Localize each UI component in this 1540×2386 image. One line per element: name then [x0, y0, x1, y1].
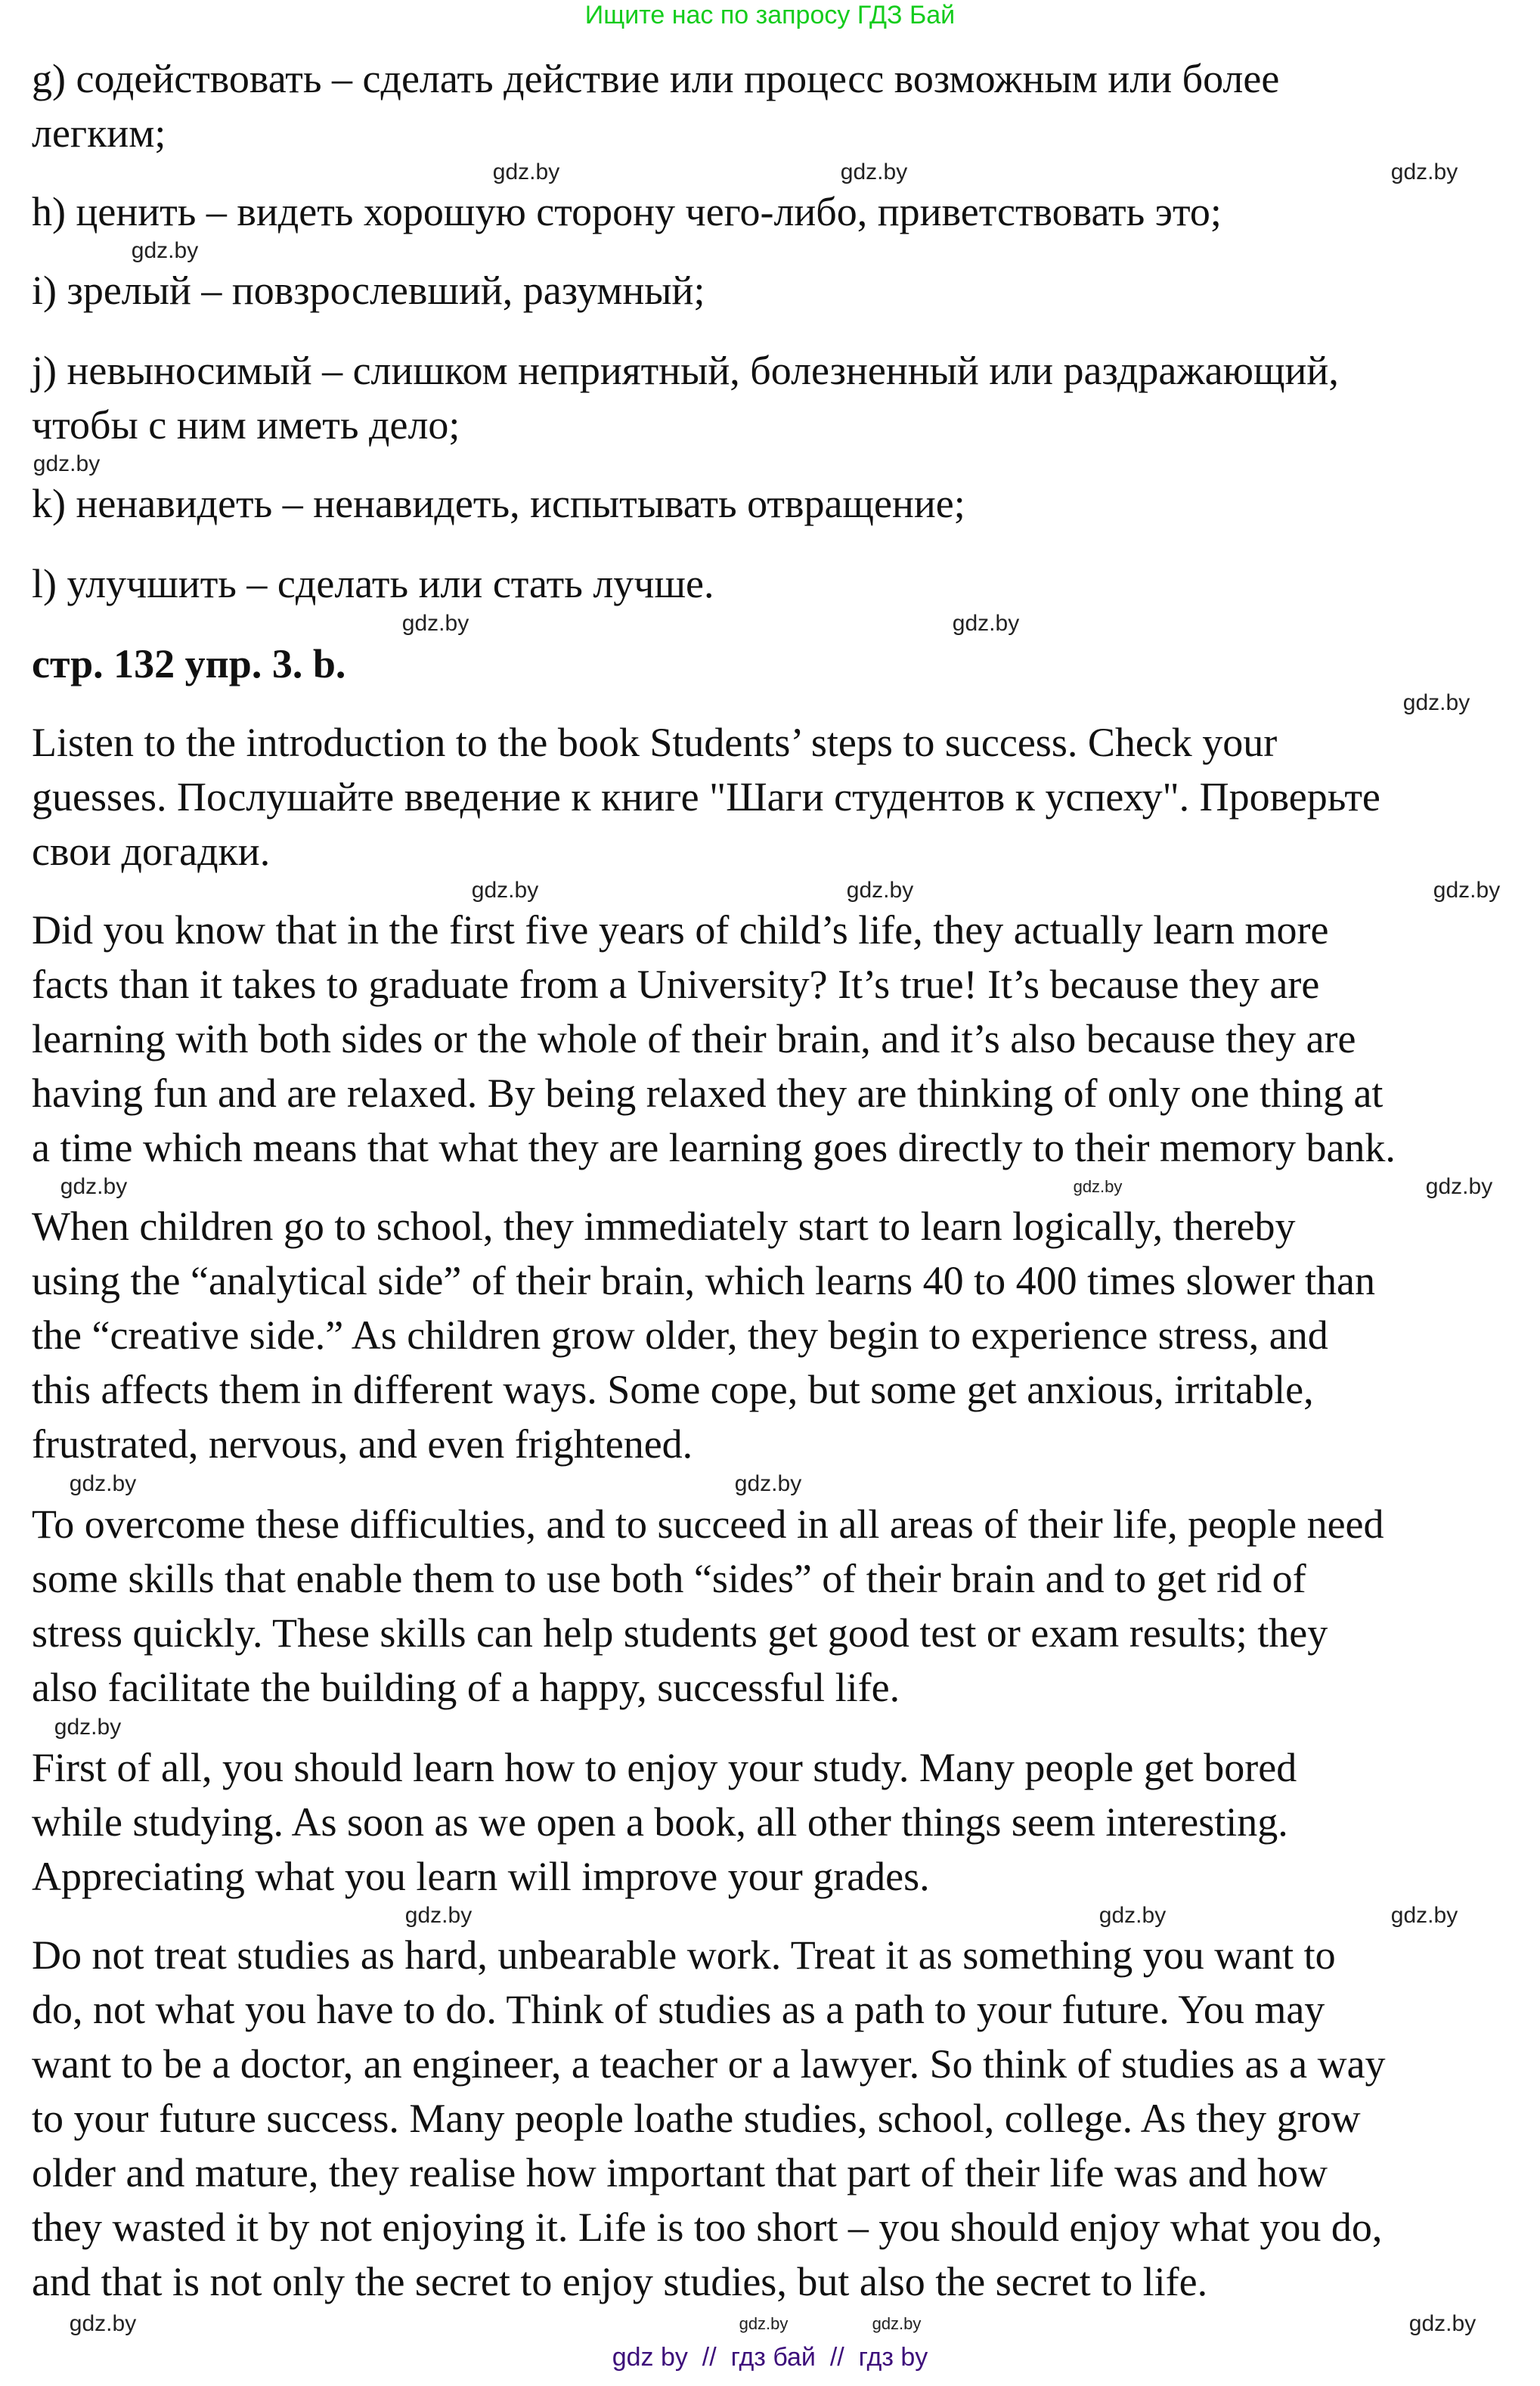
text-line: older and mature, they realise how important that part of their life was and how [32, 2150, 1328, 2195]
watermark-text: gdz.by [872, 2314, 922, 2333]
site-footer: gdz by // гдз бай // гдз by [612, 2343, 928, 2372]
watermark-text: gdz.by [1402, 690, 1470, 715]
text-line: while studying. As soon as we open a book, all other things seem interesting. [32, 1799, 1288, 1845]
text-line: Appreciating what you learn will improve your grades. [32, 1854, 930, 1899]
watermark-text: gdz.by [1098, 1903, 1167, 1928]
watermark-text: gdz.by [60, 1174, 128, 1199]
text-line: want to be a doctor, an engineer, a teacher or a lawyer. So think of studies as a way [32, 2041, 1386, 2087]
text-line: легким; [32, 110, 166, 156]
text-line: guesses. Послушайте введение к книге "Шаги студентов к успеху". Проверьте [32, 774, 1380, 820]
watermark-text: gdz.by [1425, 1174, 1493, 1199]
text-line: some skills that enable them to use both “sides” of their brain and to get rid of [32, 1556, 1306, 1601]
text-line: using the “analytical side” of their brain, which learns 40 to 400 times slower than [32, 1258, 1376, 1303]
watermark-text: gdz.by [131, 238, 199, 263]
text-line: j) невыносимый – слишком неприятный, болезненный или раздражающий, [32, 348, 1339, 393]
watermark-text: gdz.by [401, 611, 469, 636]
text-line: i) зрелый – повзрослевший, разумный; [32, 268, 705, 313]
text-line: and that is not only the secret to enjoy studies, but also the secret to life. [32, 2259, 1208, 2304]
watermark-text: gdz.by [734, 1471, 802, 1496]
watermark-text: gdz.by [54, 1715, 122, 1740]
text-line: a time which means that what they are learning goes directly to their memory bank. [32, 1125, 1396, 1170]
text-line: k) ненавидеть – ненавидеть, испытывать отвращение; [32, 481, 965, 526]
text-line: facts than it takes to graduate from a University? It’s true! It’s because they are [32, 962, 1320, 1007]
text-line: the “creative side.” As children grow older, they begin to experience stress, and [32, 1312, 1328, 1358]
watermark-text: gdz.by [1073, 1177, 1123, 1196]
watermark-text: gdz.by [840, 160, 908, 184]
watermark-text: gdz.by [1390, 160, 1458, 184]
text-line: чтобы с ним иметь дело; [32, 402, 460, 448]
section-heading: стр. 132 упр. 3. b. [32, 641, 346, 686]
text-line: l) улучшить – сделать или стать лучше. [32, 561, 714, 606]
text-line: Did you know that in the first five years of child’s life, they actually learn more [32, 907, 1329, 953]
watermark-text: gdz.by [1433, 878, 1501, 903]
text-line: frustrated, nervous, and even frightened. [32, 1421, 693, 1467]
watermark-text: gdz.by [1408, 2311, 1476, 2336]
text-line: h) ценить – видеть хорошую сторону чего-либо, приветствовать это; [32, 189, 1222, 234]
watermark-text: gdz.by [404, 1903, 473, 1928]
watermark-text: gdz.by [846, 878, 914, 903]
site-search-banner: Ищите нас по запросу ГДЗ Бай [584, 1, 956, 29]
watermark-text: gdz.by [33, 451, 101, 476]
watermark-text: gdz.by [69, 2311, 137, 2336]
text-line: having fun and are relaxed. By being relaxed they are thinking of only one thing at [32, 1071, 1384, 1116]
text-line: to your future success. Many people loathe studies, school, college. As they grow [32, 2096, 1361, 2141]
watermark-text: gdz.by [69, 1471, 137, 1496]
watermark-text: gdz.by [492, 160, 560, 184]
watermark-text: gdz.by [471, 878, 539, 903]
text-line: When children go to school, they immediately start to learn logically, thereby [32, 1204, 1296, 1249]
text-line: also facilitate the building of a happy, successful life. [32, 1665, 900, 1710]
text-line: stress quickly. These skills can help students get good test or exam results; they [32, 1610, 1328, 1656]
text-line: do, not what you have to do. Think of studies as a path to your future. You may [32, 1987, 1325, 2032]
text-line: Listen to the introduction to the book Students’ steps to success. Check your [32, 720, 1278, 765]
watermark-text: gdz.by [739, 2314, 789, 2333]
watermark-text: gdz.by [1390, 1903, 1458, 1928]
text-line: they wasted it by not enjoying it. Life is too short – you should enjoy what you do, [32, 2205, 1383, 2250]
text-line: свои догадки. [32, 829, 271, 874]
text-line: this affects them in different ways. Some cope, but some get anxious, irritable, [32, 1367, 1314, 1412]
text-line: To overcome these difficulties, and to succeed in all areas of their life, people need [32, 1501, 1384, 1547]
text-line: Do not treat studies as hard, unbearable work. Treat it as something you want to [32, 1932, 1336, 1978]
text-line: learning with both sides or the whole of their brain, and it’s also because they are [32, 1016, 1356, 1061]
text-line: g) содействовать – сделать действие или процесс возможным или более [32, 56, 1280, 101]
watermark-text: gdz.by [952, 611, 1020, 636]
text-line: First of all, you should learn how to enjoy your study. Many people get bored [32, 1745, 1297, 1790]
